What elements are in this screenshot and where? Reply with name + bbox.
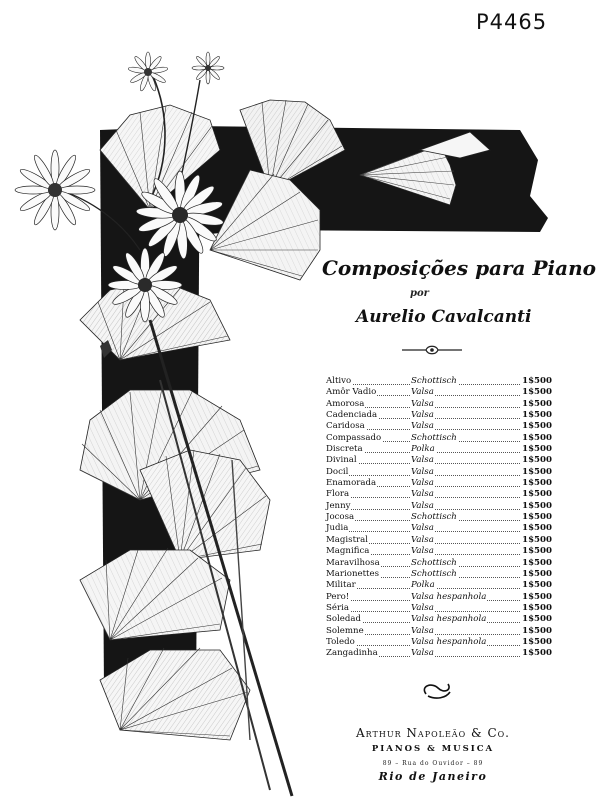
composition-price: 1$500 <box>522 398 552 409</box>
composition-price: 1$500 <box>522 625 552 636</box>
composition-genre: Valsa <box>411 602 434 613</box>
composition-genre: Schottisch <box>411 557 457 568</box>
composition-price: 1$500 <box>522 580 552 591</box>
leader-dots <box>326 523 552 532</box>
leader-dots <box>326 603 552 612</box>
composition-row <box>326 444 552 455</box>
composition-price: 1$500 <box>522 500 552 511</box>
composition-title: Altivo <box>326 376 352 386</box>
composition-title: Jenny <box>326 500 351 511</box>
composition-row <box>326 637 552 648</box>
composition-title: Pero! <box>326 591 350 602</box>
composer-name: Aurelio Cavalcanti <box>356 307 532 327</box>
catalog-number: P4465 <box>476 10 548 34</box>
publisher-address: 89 – Rua do Ouvidor – 89 <box>382 760 484 767</box>
composition-row <box>326 399 552 410</box>
leader-dots <box>326 489 552 498</box>
composition-genre: Schottisch <box>411 512 457 523</box>
composition-price: 1$500 <box>522 489 552 500</box>
composition-genre: Valsa <box>411 489 434 500</box>
leader-dots <box>326 580 552 589</box>
composition-price: 1$500 <box>522 636 552 647</box>
daisy-small-right <box>192 52 224 84</box>
composition-title: Amôr Vadio <box>326 387 377 398</box>
composition-row <box>326 455 552 466</box>
composition-genre: Schottisch <box>411 568 457 579</box>
composition-genre: Valsa <box>411 455 434 466</box>
composition-genre: Valsa hespanhola <box>411 614 487 625</box>
composition-row <box>326 535 552 546</box>
composition-genre: Valsa <box>411 625 434 636</box>
composition-title: Divinal <box>326 455 357 466</box>
composition-row <box>326 410 552 421</box>
publisher-city: Rio de Janeiro <box>378 770 488 783</box>
composition-row <box>326 376 552 387</box>
byline-por: por <box>410 288 429 299</box>
composition-row <box>326 512 552 523</box>
page-title: Composições para Piano <box>322 256 596 280</box>
leader-dots <box>326 455 552 464</box>
composition-genre: Valsa <box>411 534 434 545</box>
composition-genre: Valsa hespanhola <box>411 636 487 647</box>
composition-genre: Valsa <box>411 410 434 421</box>
composition-title: Enamorada <box>326 478 377 489</box>
composition-price: 1$500 <box>522 557 552 568</box>
composition-price: 1$500 <box>522 512 552 523</box>
composition-genre: Valsa <box>411 421 434 432</box>
composition-price: 1$500 <box>522 466 552 477</box>
publisher-trade: PIANOS & MUSICA <box>371 744 495 754</box>
composition-title: Judia <box>326 523 349 534</box>
composition-row <box>326 546 552 557</box>
composition-price: 1$500 <box>522 648 552 659</box>
composition-price: 1$500 <box>522 534 552 545</box>
composition-price: 1$500 <box>522 387 552 398</box>
composition-price: 1$500 <box>522 546 552 557</box>
composition-genre: Schottisch <box>411 432 457 443</box>
composition-title: Caridosa <box>326 421 365 432</box>
composition-list <box>326 376 552 660</box>
composition-row <box>326 603 552 614</box>
composition-title: Amorosa <box>326 398 365 409</box>
composition-row <box>326 467 552 478</box>
composition-genre: Valsa <box>411 648 434 659</box>
composition-genre: Valsa <box>411 398 434 409</box>
composition-genre: Valsa <box>411 478 434 489</box>
composition-genre: Valsa <box>411 466 434 477</box>
daisy-small-top <box>128 52 168 92</box>
composition-genre: Valsa <box>411 387 434 398</box>
composition-row <box>326 501 552 512</box>
composition-row <box>326 387 552 398</box>
leader-dots <box>326 467 552 476</box>
composition-title: Cadenciada <box>326 410 378 421</box>
composition-row <box>326 421 552 432</box>
composition-price: 1$500 <box>522 523 552 534</box>
composition-price: 1$500 <box>522 421 552 432</box>
composition-price: 1$500 <box>522 444 552 455</box>
daisy-large <box>15 150 95 230</box>
composition-genre: Valsa hespanhola <box>411 591 487 602</box>
composition-price: 1$500 <box>522 602 552 613</box>
composition-row <box>326 478 552 489</box>
composition-price: 1$500 <box>522 591 552 602</box>
composition-price: 1$500 <box>522 614 552 625</box>
composition-title: Toledo <box>326 636 355 647</box>
composition-price: 1$500 <box>522 410 552 421</box>
composition-title: Marionettes <box>326 568 379 579</box>
composition-title: Magistral <box>326 534 369 545</box>
composition-genre: Valsa <box>411 523 434 534</box>
composition-genre: Schottisch <box>411 376 457 386</box>
composition-price: 1$500 <box>522 478 552 489</box>
composition-row <box>326 489 552 500</box>
composition-title: Flora <box>326 489 350 500</box>
flourish-ornament <box>400 343 464 357</box>
composition-row <box>326 433 552 444</box>
composition-row <box>326 626 552 637</box>
composition-price: 1$500 <box>522 432 552 443</box>
composition-row <box>326 558 552 569</box>
composition-row <box>326 580 552 591</box>
composition-title: Discreta <box>326 444 363 455</box>
composition-title: Compassado <box>326 432 382 443</box>
composition-row <box>326 648 552 659</box>
composition-price: 1$500 <box>522 568 552 579</box>
composition-row <box>326 614 552 625</box>
composition-price: 1$500 <box>522 376 552 386</box>
fan-bottom-left <box>80 548 230 640</box>
composition-genre: Valsa <box>411 500 434 511</box>
composition-price: 1$500 <box>522 455 552 466</box>
composition-title: Docil <box>326 466 349 477</box>
composition-genre: Polka <box>411 444 435 455</box>
composition-genre: Valsa <box>411 546 434 557</box>
composition-title: Séria <box>326 602 349 613</box>
composition-title: Solemne <box>326 625 364 636</box>
composition-title: Maravilhosa <box>326 557 380 568</box>
composition-row <box>326 523 552 534</box>
composition-title: Jocosa <box>326 512 355 523</box>
publisher-monogram <box>418 680 454 702</box>
composition-genre: Polka <box>411 580 435 591</box>
composition-title: Zangadinha <box>326 648 378 659</box>
composition-title: Militar <box>326 580 356 591</box>
publisher-name: Arthur Napoleão & Co. <box>355 726 510 740</box>
leader-dots <box>326 501 552 510</box>
composition-row <box>326 569 552 580</box>
composition-row <box>326 592 552 603</box>
composition-title: Magnifica <box>326 546 370 557</box>
composition-title: Soledad <box>326 614 362 625</box>
